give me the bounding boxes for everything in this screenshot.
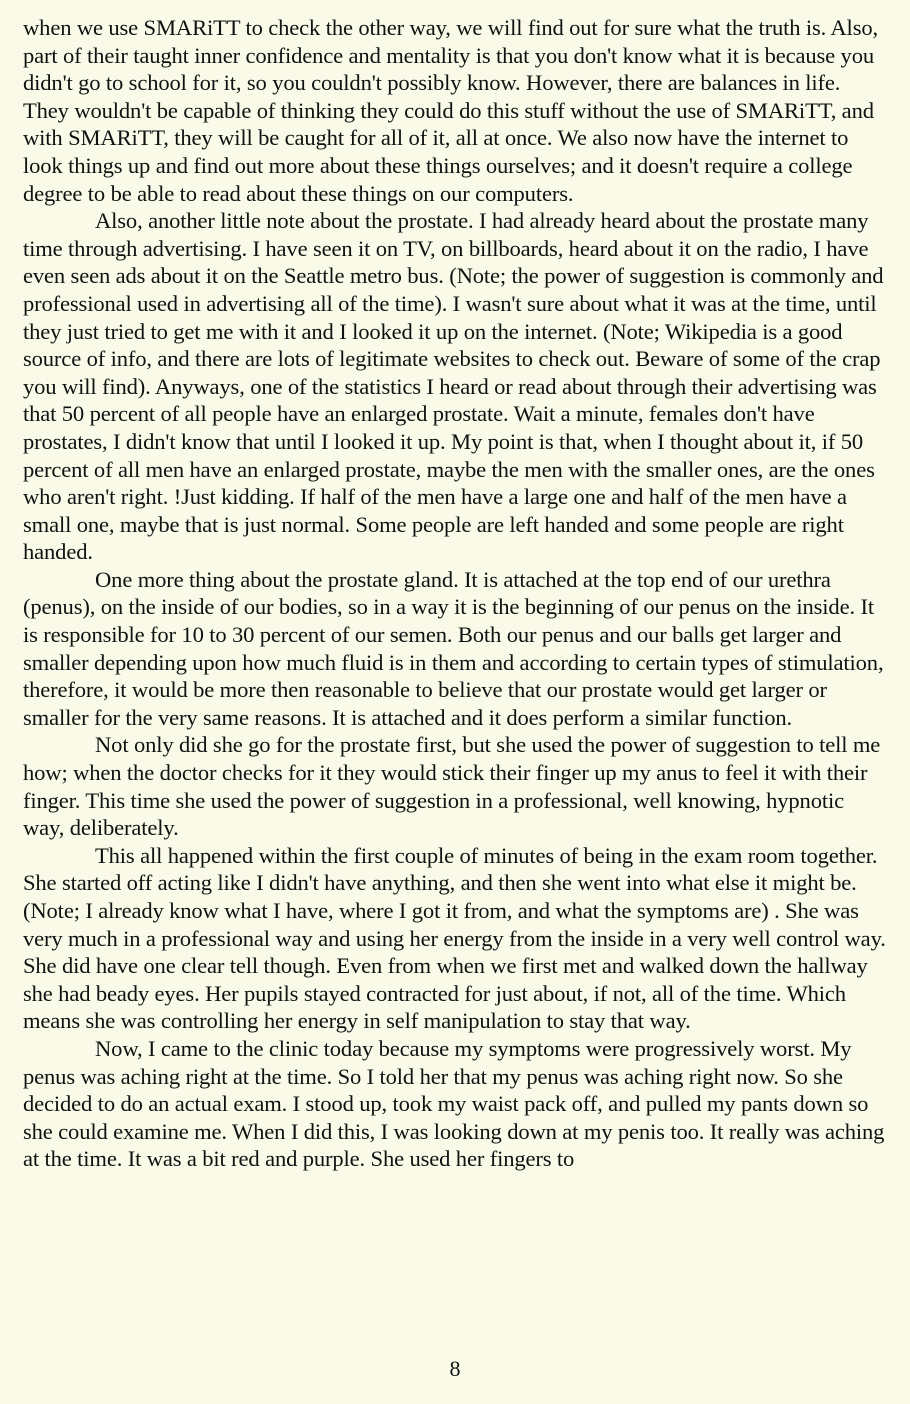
paragraph-5: This all happened within the first couple of minutes of being in the exam room together. She started off acting like I didn't have anything, and then she went into what else it might be. (Note; I already know what I have, where I got it from, and what the symptoms are) . She was very much in a professional way and using her energy from the inside in a very well control way. She did have one clear tell though. Even from when we first met and walked down the hallway she had beady eyes. Her pupils stayed contracted for just about, if not, all of the time. Which means she was controlling her energy in self manipulation to stay that way. xyxy=(23,842,886,1034)
document-page xyxy=(23,14,889,1173)
paragraph-3: One more thing about the prostate gland. It is attached at the top end of our urethra (penus), on the inside of our bodies, so in a way it is the beginning of our penus on the inside. It is responsible for 10 to 30 percent of our semen. Both our penus and our balls get larger and smaller depending upon how much fluid is in them and according to certain types of stimulation, therefore, it would be more then reasonable to believe that our prostate would get larger or smaller for the very same reasons. It is attached and it does perform a similar function. xyxy=(23,566,884,730)
paragraph-6: Now, I came to the clinic today because my symptoms were progressively worst. My penus was aching right at the time. So I told her that my penus was aching right now. So she decided to do an actual exam. I stood up, took my waist pack off, and pulled my pants down so she could examine me. When I did this, I was looking down at my penis too. It really was aching at the time. It was a bit red and purple. She used her fingers to xyxy=(23,1035,885,1172)
paragraph-4: Not only did she go for the prostate first, but she used the power of suggestion to tell me how; when the doctor checks for it they would stick their finger up my anus to feel it with their finger. This time she used the power of suggestion in a professional, well knowing, hypnotic way, deliberately. xyxy=(23,732,881,841)
page-number: 8 xyxy=(449,1356,461,1381)
paragraph-1: when we use SMARiTT to check the other way, we will find out for sure what the truth is. Also, part of their taught inner confidence and mentality is that you don't know what it is because you didn't go to school for it, so you couldn't possibly know. However, there are balances in life. They wouldn't be capable of thinking they could do this stuff without the use of SMARiTT, and with SMARiTT, they will be caught for all of it, all at once. We also now have the internet to look things up and find out more about these things ourselves; and it doesn't require a college degree to be able to read about these things on our computers. xyxy=(23,15,878,206)
paragraph-2: Also, another little note about the prostate. I had already heard about the prostate many time through advertising. I have seen it on TV, on billboards, heard about it on the radio, I have even seen ads about it on the Seattle metro bus. (Note; the power of suggestion is commonly and professional used in advertising all of the time). I wasn't sure about what it was at the time, until they just tried to get me with it and I looked it up on the internet. (Note; Wikipedia is a good source of info, and there are lots of legitimate websites to check out. Beware of some of the crap you will find). Anyways, one of the statistics I heard or read about through their advertising was that 50 percent of all people have an enlarged prostate. Wait a minute, females don't have prostates, I didn't know that until I looked it up. My point is that, when I thought about it, if 50 percent of all men have an enlarged prostate, maybe the men with the smaller ones, are the ones who aren't right. !Just kidding. If half of the men have a large one and half of the men have a small one, maybe that is just normal. Some people are left handed and some people are right handed. xyxy=(23,208,884,565)
